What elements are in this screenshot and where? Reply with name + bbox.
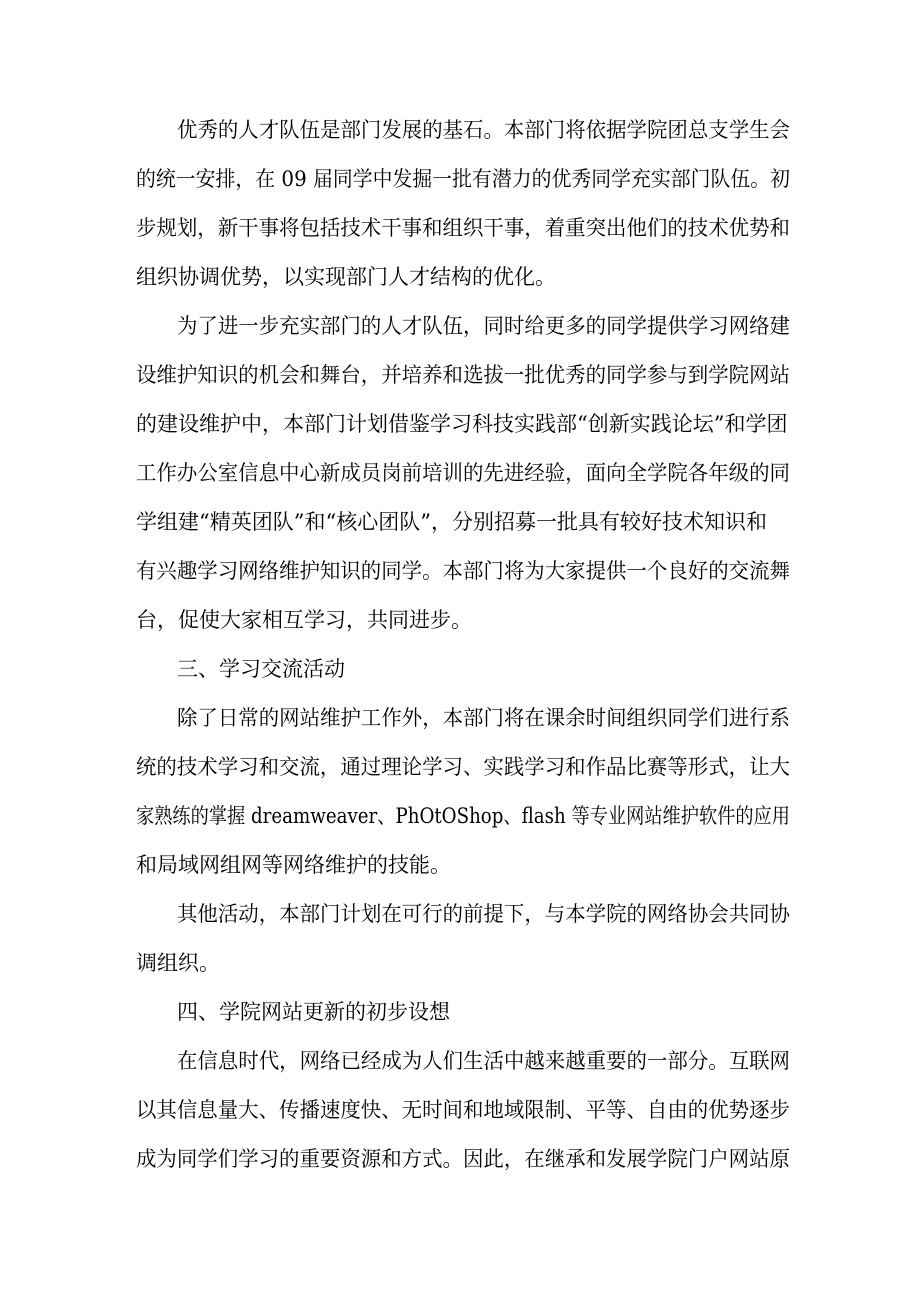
paragraph-5-line-2 [0, 943, 920, 983]
text-line: 在信息时代，网络已经成为人们生活中越来越重要的一部分。互联网 [177, 1049, 790, 1073]
paragraph-4-line-4 [0, 845, 920, 885]
text-line: 调组织。 [136, 951, 220, 975]
section-heading: 四、学院网站更新的初步设想 [177, 1000, 450, 1024]
text-line: 台，促使大家相互学习，共同进步。 [136, 608, 472, 632]
paragraph-5-line-1 [0, 894, 920, 934]
paragraph-7-line-2 [0, 1090, 920, 1130]
text-line: 以其信息量大、传播速度快、无时间和地域限制、平等、自由的优势逐步 [136, 1098, 790, 1122]
paragraph-4-line-2 [0, 747, 920, 787]
paragraph-2-line-1 [0, 306, 920, 346]
text-line: 设维护知识的机会和舞台，并培养和选拔一批优秀的同学参与到学院网站 [136, 363, 790, 387]
paragraph-4-line-3 [0, 796, 920, 836]
paragraph-4-line-1 [0, 698, 920, 738]
text-line: 除了日常的网站维护工作外，本部门将在课余时间组织同学们进行系 [177, 706, 790, 730]
paragraph-7-line-1 [0, 1041, 920, 1081]
text-line: 组织协调优势，以实现部门人才结构的优化。 [136, 265, 556, 289]
paragraph-2-line-2 [0, 355, 920, 395]
text-line: 工作办公室信息中心新成员岗前培训的先进经验，面向全学院各年级的同 [136, 461, 790, 485]
text-line: 的建设维护中，本部门计划借鉴学习科技实践部“创新实践论坛”和学团 [136, 412, 788, 436]
paragraph-2-line-7 [0, 600, 920, 640]
paragraph-1-line-4 [0, 257, 920, 297]
text-line: 学组建“精英团队”和“核心团队”，分别招募一批具有较好技术知识和 [136, 510, 767, 534]
text-line: 的统一安排，在 09 届同学中发掘一批有潜力的优秀同学充实部门队伍。初 [136, 167, 790, 191]
section-heading-3 [0, 649, 920, 689]
paragraph-1-line-1 [0, 110, 920, 150]
section-heading-4 [0, 992, 920, 1032]
paragraph-1-line-2 [0, 159, 920, 199]
text-line: 优秀的人才队伍是部门发展的基石。本部门将依据学院团总支学生会 [177, 118, 790, 142]
paragraph-7-line-3 [0, 1139, 920, 1179]
text-line: 成为同学们学习的重要资源和方式。因此，在继承和发展学院门户网站原 [136, 1147, 790, 1171]
text-line: 家熟练的掌握 dreamweaver、PhOtOShop、flash 等专业网站维护软件的应用 [136, 804, 790, 828]
paragraph-1-line-3 [0, 208, 920, 248]
paragraph-2-line-3 [0, 404, 920, 444]
paragraph-2-line-4 [0, 453, 920, 493]
text-line: 步规划，新干事将包括技术干事和组织干事，着重突出他们的技术优势和 [136, 216, 790, 240]
text-line: 和局域网组网等网络维护的技能。 [136, 853, 451, 877]
text-line: 为了进一步充实部门的人才队伍，同时给更多的同学提供学习网络建 [177, 314, 790, 338]
paragraph-2-line-5 [0, 502, 920, 542]
text-line: 统的技术学习和交流，通过理论学习、实践学习和作品比赛等形式，让大 [136, 755, 790, 779]
paragraph-2-line-6 [0, 551, 920, 591]
section-heading: 三、学习交流活动 [177, 657, 345, 681]
text-line: 其他活动，本部门计划在可行的前提下，与本学院的网络协会共同协 [177, 902, 790, 926]
text-line: 有兴趣学习网络维护知识的同学。本部门将为大家提供一个良好的交流舞 [136, 559, 790, 583]
